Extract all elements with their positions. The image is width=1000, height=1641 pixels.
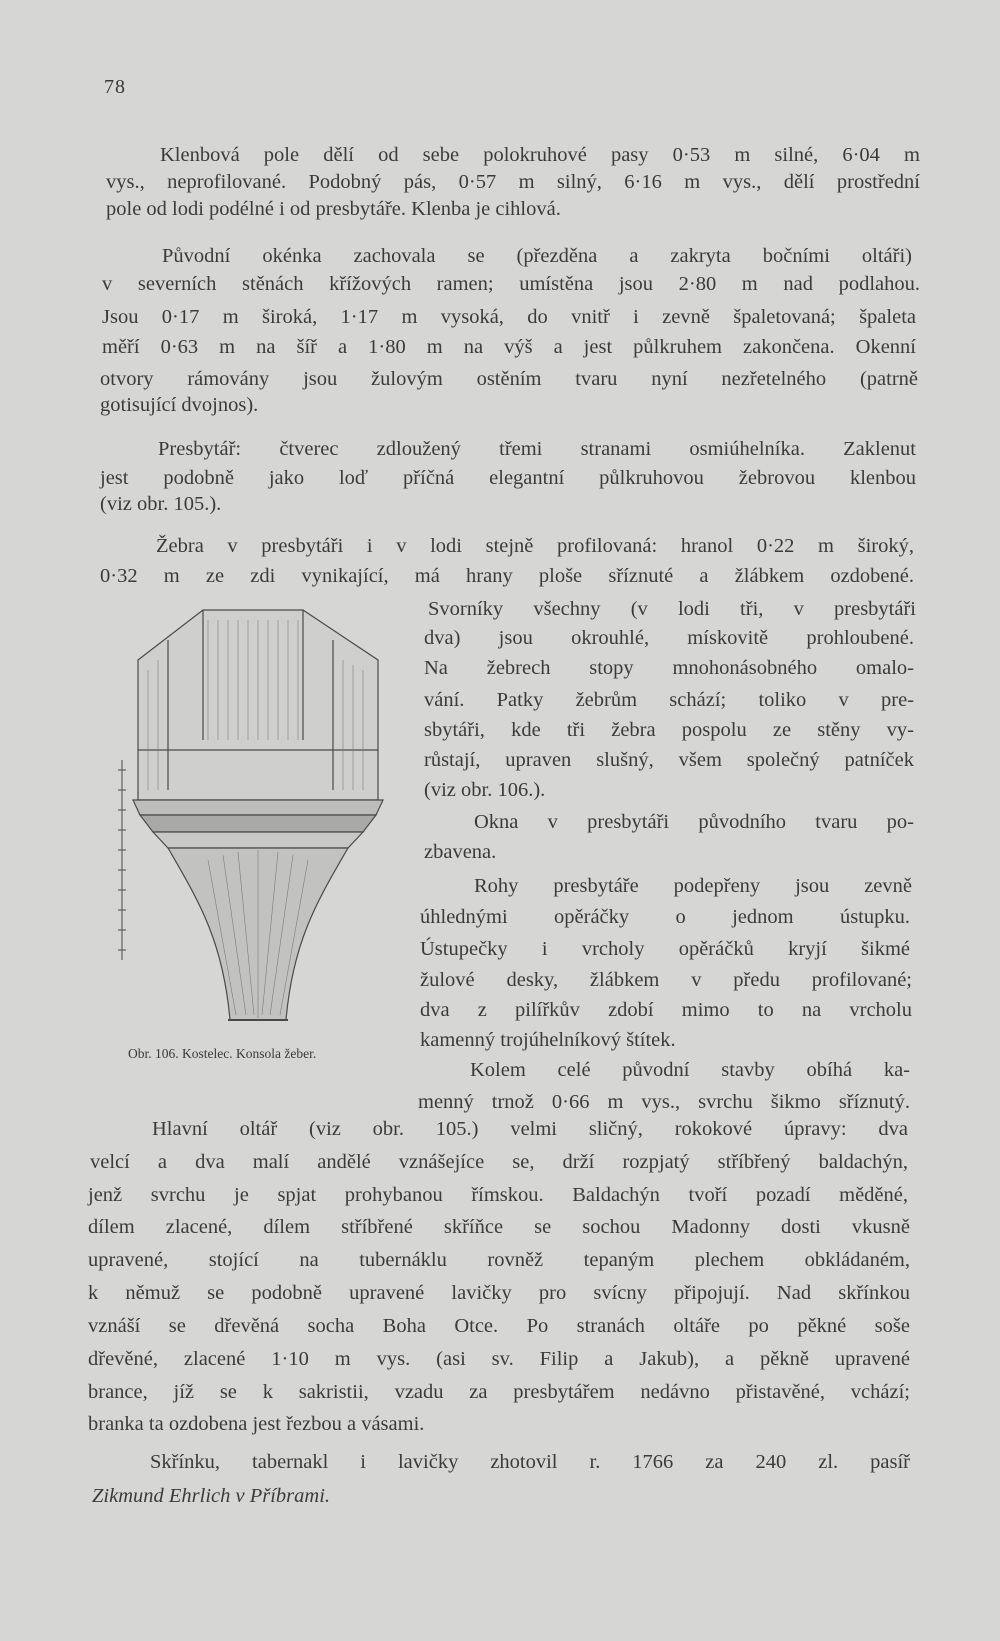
- text-line: (viz obr. 106.).: [424, 779, 546, 801]
- text-line: jest podobně jako loď příčná elegantní půlkruhovou žebrovou klenbou: [100, 467, 916, 489]
- console-illustration: [108, 600, 408, 1040]
- text-line: kamenný trojúhelníkový štítek.: [420, 1029, 676, 1051]
- text-line: Okna v presbytáři původního tvaru po-: [474, 811, 914, 833]
- text-line: vznáší se dřevěná socha Boha Otce. Po stranách oltáře po pěkné soše: [88, 1315, 910, 1337]
- text-line: Zikmund Ehrlich v Příbrami.: [92, 1485, 331, 1507]
- text-line: upravené, stojící na tubernáklu rovněž tepaným plechem obkládaném,: [88, 1249, 910, 1271]
- text-line: vys., neprofilované. Podobný pás, 0·57 m silný, 6·16 m vys., dělí prostřední: [106, 171, 920, 193]
- text-line: branka ta ozdobena jest řezbou a vásami.: [88, 1413, 425, 1435]
- text-line: Původní okénka zachovala se (přezděna a zakryta bočními oltáři): [162, 245, 912, 267]
- text-line: 0·32 m ze zdi vynikající, má hrany ploše sříznuté a žlábkem ozdobené.: [100, 565, 914, 587]
- text-line: Presbytář: čtverec zdloužený třemi stranami osmiúhelníka. Zaklenut: [158, 438, 916, 460]
- text-line: velcí a dva malí andělé vznášejíce se, drží rozpjatý stříbřený baldachýn,: [90, 1151, 908, 1173]
- text-line: dva) jsou okrouhlé, mískovitě prohloubené.: [424, 627, 914, 649]
- text-line: dřevěné, zlacené 1·10 m vys. (asi sv. Filip a Jakub), a pěkně upravené: [88, 1348, 910, 1370]
- figure-caption: Obr. 106. Kostelec. Konsola žeber.: [128, 1046, 317, 1061]
- text-line: Žebra v presbytáři i v lodi stejně profilovaná: hranol 0·22 m široký,: [156, 535, 914, 557]
- text-line: Hlavní oltář (viz obr. 105.) velmi sličný, rokokové úpravy: dva: [152, 1118, 908, 1140]
- text-line: Rohy presbytáře podepřeny jsou zevně: [474, 875, 912, 897]
- text-line: Ústupečky i vrcholy opěráčků kryjí šikmé: [420, 938, 910, 960]
- text-line: v severních stěnách křížových ramen; umístěna jsou 2·80 m nad podlahou.: [102, 273, 920, 295]
- text-line: dílem zlacené, dílem stříbřené skříňce se sochou Madonny dosti vkusně: [88, 1216, 910, 1238]
- text-line: (viz obr. 105.).: [100, 493, 222, 515]
- text-line: Jsou 0·17 m široká, 1·17 m vysoká, do vnitř i zevně špaletovaná; špaleta: [102, 306, 916, 328]
- text-line: vání. Patky žebrům schází; toliko v pre-: [424, 689, 914, 711]
- text-line: žulové desky, žlábkem v předu profilované;: [420, 969, 912, 991]
- page-number: 78: [104, 76, 126, 98]
- text-line: sbytáři, kde tři žebra pospolu ze stěny vy-: [424, 719, 914, 741]
- text-line: Na žebrech stopy mnohonásobného omalo-: [424, 657, 914, 679]
- text-line: k němuž se podobně upravené lavičky pro svícny připojují. Nad skřínkou: [88, 1282, 910, 1304]
- text-line: zbavena.: [424, 841, 497, 863]
- text-line: Kolem celé původní stavby obíhá ka-: [470, 1059, 910, 1081]
- text-line: brance, jíž se k sakristii, vzadu za presbytářem nedávno přistavěné, vchází;: [88, 1381, 910, 1403]
- text-line: dva z pilířkův zdobí mimo to na vrcholu: [420, 999, 912, 1021]
- text-line: Svorníky všechny (v lodi tři, v presbytáři: [428, 598, 916, 620]
- text-line: gotisující dvojnos).: [100, 394, 259, 416]
- text-line: měří 0·63 m na šíř a 1·80 m na výš a jest půlkruhem zakončena. Okenní: [102, 336, 916, 358]
- text-line: růstají, upraven slušný, všem společný patníček: [424, 749, 914, 771]
- text-line: Skřínku, tabernakl i lavičky zhotovil r. 1766 za 240 zl. pasíř: [150, 1451, 910, 1473]
- text-line: jenž svrchu je spjat prohybanou římskou. Baldachýn tvoří pozadí měděné,: [88, 1184, 908, 1206]
- text-line: Klenbová pole dělí od sebe polokruhové pasy 0·53 m silné, 6·04 m: [160, 144, 920, 166]
- text-line: úhlednými opěráčky o jednom ústupku.: [420, 906, 910, 928]
- text-line: pole od lodi podélné i od presbytáře. Klenba je cihlová.: [106, 198, 561, 220]
- text-line: menný trnož 0·66 m vys., svrchu šikmo sříznutý.: [418, 1091, 910, 1113]
- text-line: otvory rámovány jsou žulovým ostěním tvaru nyní nezřetelného (patrně: [100, 368, 918, 390]
